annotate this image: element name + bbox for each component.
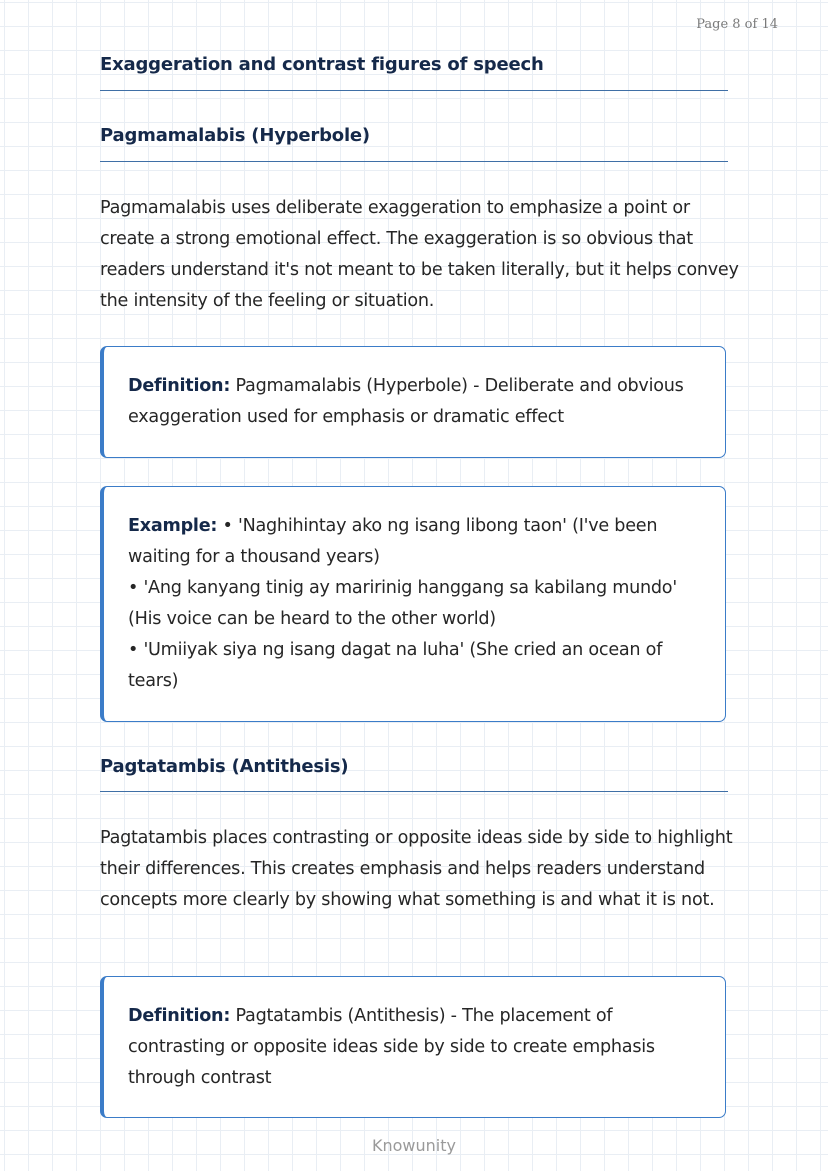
example-item	[128, 511, 705, 573]
hyperbole-definition-box	[100, 346, 726, 458]
definition-text	[128, 1001, 705, 1094]
section-title: Exaggeration and contrast figures of speech	[100, 54, 544, 75]
definition-text	[128, 371, 705, 433]
hyperbole-heading: Pagmamalabis (Hyperbole)	[100, 125, 370, 146]
divider	[100, 90, 728, 91]
antithesis-heading: Pagtatambis (Antithesis)	[100, 756, 349, 777]
example-item: • 'Ang kanyang tinig ay maririnig hanggang sa kabilang mundo' (His voice can be heard to the other world)	[128, 578, 677, 629]
footer-brand: Knowunity	[372, 1136, 456, 1155]
hyperbole-paragraph: Pagmamalabis uses deliberate exaggeration to emphasize a point or create a strong emotional effect. The exaggeration is so obvious that readers understand it's not meant to be taken literally, but it helps convey the intensity of the feeling or situation.	[100, 198, 739, 311]
page-number: Page 8 of 14	[696, 17, 778, 32]
divider	[100, 791, 728, 792]
divider	[100, 161, 728, 162]
example-text: • 'Naghihintay ako ng isang libong taon' (I've been waiting for a thousand years)	[128, 516, 658, 567]
definition-label: Definition:	[128, 1006, 231, 1026]
example-item: • 'Umiiyak siya ng isang dagat na luha' (She cried an ocean of tears)	[128, 640, 663, 691]
hyperbole-example-box	[100, 486, 726, 722]
antithesis-paragraph: Pagtatambis places contrasting or opposite ideas side by side to highlight their differences. This creates emphasis and helps readers understand concepts more clearly by showing what something is and what it is not.	[100, 828, 733, 910]
definition-body: Pagmamalabis (Hyperbole) - Deliberate and obvious exaggeration used for emphasis or dramatic effect	[128, 376, 684, 427]
definition-body: Pagtatambis (Antithesis) - The placement of contrasting or opposite ideas side by side to create emphasis through contrast	[128, 1006, 655, 1088]
definition-label: Definition:	[128, 376, 231, 396]
example-label: Example:	[128, 516, 218, 536]
antithesis-definition-box	[100, 976, 726, 1118]
